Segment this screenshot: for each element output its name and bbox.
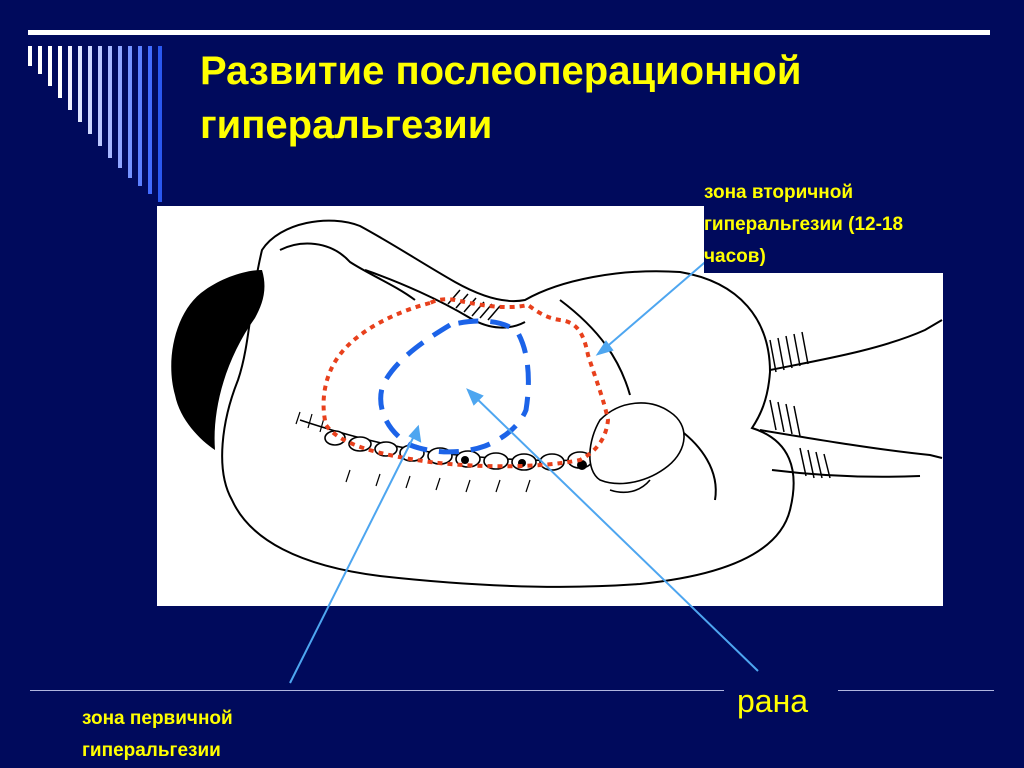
primary-zone-label: зона первичной гиперальгезии bbox=[82, 708, 233, 761]
bottom-rule-right bbox=[838, 690, 994, 691]
bottom-rule-left bbox=[30, 690, 724, 691]
wound-label: рана bbox=[737, 683, 809, 719]
slide-title: Развитие послеоперационной гиперальгезии bbox=[200, 49, 802, 147]
secondary-zone-label: зона вторичной гиперальгезии (12-18 часов) bbox=[704, 177, 952, 273]
